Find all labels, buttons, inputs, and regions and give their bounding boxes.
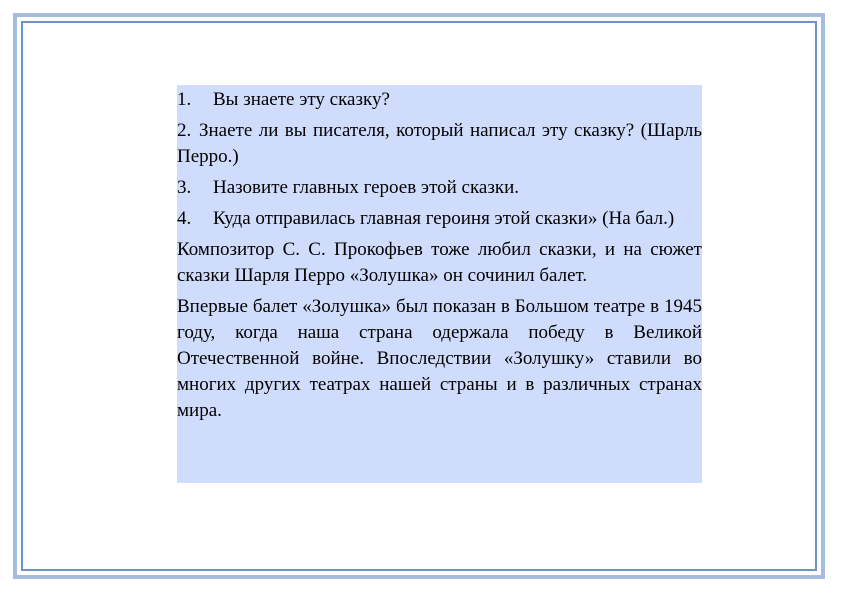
question-3 [177, 175, 702, 201]
question-text: Куда отправилась главная героиня этой сказки» (На бал.) [213, 208, 675, 229]
question-4 [177, 206, 702, 232]
question-2 [177, 118, 702, 170]
question-number: 1. [177, 89, 192, 110]
text-block [177, 85, 702, 483]
question-number: 3. [177, 177, 192, 198]
question-text: Знаете ли вы писателя, который написал эту сказку? (Шарль Перро.) [177, 120, 702, 167]
paragraph-premiere: Впервые балет «Золушка» был показан в Большом театре в 1945 году, когда наша страна одержала победу в Великой Отечественной войне. Впоследствии «Золушку» ставили во многих других театрах нашей страны и в различных странах мира. [177, 296, 702, 421]
question-text: Назовите главных героев этой сказки. [213, 177, 520, 198]
question-text: Вы знаете эту сказку? [213, 89, 390, 110]
question-number: 4. [177, 208, 192, 229]
question-number: 2. [177, 120, 192, 141]
paragraph-composer: Композитор С. С. Прокофьев тоже любил сказки, и на сюжет сказки Шарля Перро «Золушка» он сочинил балет. [177, 239, 702, 286]
question-1 [177, 87, 702, 113]
